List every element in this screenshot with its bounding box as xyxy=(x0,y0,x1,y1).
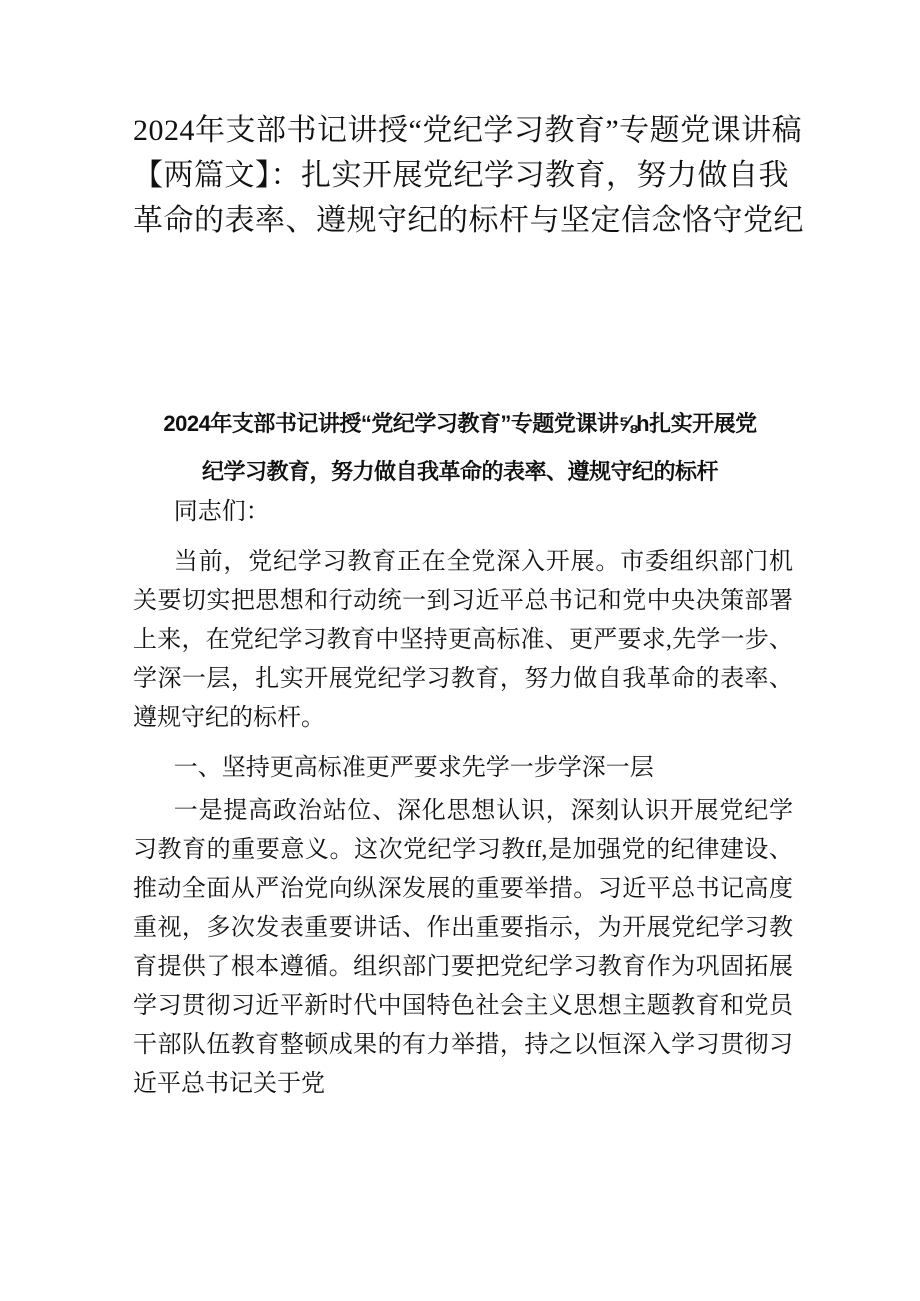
document-title: 2024年支部书记讲授“党纪学习教育”专题党课讲稿【两篇文】：扎实开展党纪学习教育，努力做自我革命的表率、遵规守纪的标杆与坚定信念恪守党纪 xyxy=(133,114,804,237)
section-heading: 一、坚持更高标准更严要求先学一步学深一层 xyxy=(173,755,654,781)
paragraph: 当前，党纪学习教育正在全党深入开展。市委组织部门机关要切实把思想和行动统一到习近平总书记和党中央决策部署上来，在党纪学习教育中坚持更高标准、更严要求,先学一步、学深一层，扎实开展党纪学习教育，努力做自我革命的表率、遵规守纪的标杆。 xyxy=(133,549,793,731)
document-body xyxy=(133,493,793,1104)
lecture-heading xyxy=(110,400,810,496)
salutation: 同志们： xyxy=(173,499,270,525)
lecture-heading-line-1: 2024年支部书记讲授“党纪学习教育”专题党课讲⅝h扎实开展党 xyxy=(163,411,757,436)
paragraph: 一是提高政治站位、深化思想认识，深刻认识开展党纪学习教育的重要意义。这次党纪学习教ff,是加强党的纪律建设、推动全面从严治党向纵深发展的重要举措。习近平总书记高度重视，多次发表重要讲话、作出重要指示，为开展党纪学习教育提供了根本遵循。组织部门要把党纪学习教育作为巩固拓展学习贯彻习近平新时代中国特色社会主义思想主题教育和党员干部队伍教育整顿成果的有力举措，持之以恒深入学习贯彻习近平总书记关于党 xyxy=(133,798,793,1097)
lecture-heading-line-2: 纪学习教育，努力做自我革命的表率、遵规守纪的标杆 xyxy=(201,459,718,484)
